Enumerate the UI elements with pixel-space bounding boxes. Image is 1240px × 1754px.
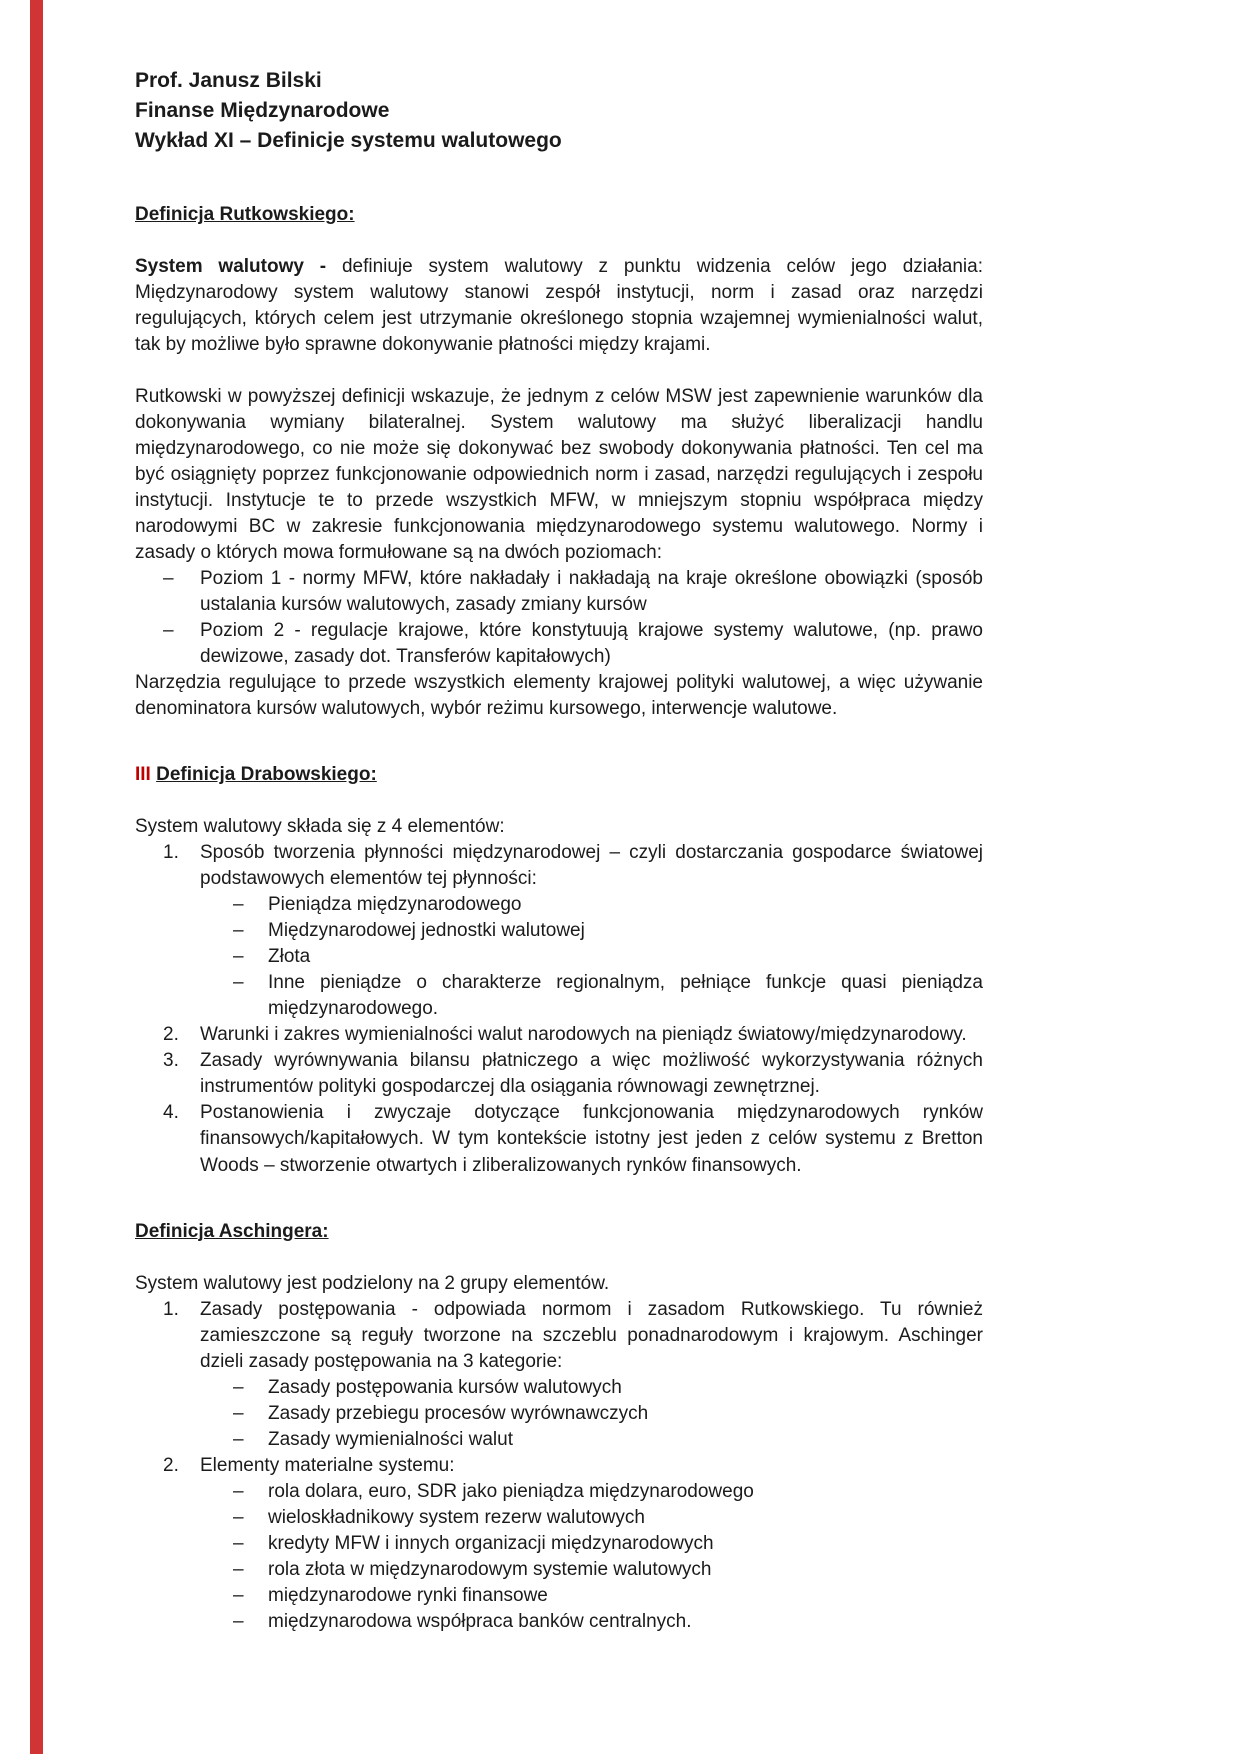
course-line: Finanse Międzynarodowe	[135, 99, 390, 122]
numbered-item-row	[135, 1453, 983, 1479]
sub-list-item	[135, 1609, 983, 1635]
list-item-text: Zasady postępowania - odpowiada normom i zasadom Rutkowskiego. Tu również zamieszczone są reguły tworzone na szczeblu ponadnarodowym i krajowym. Aschinger dzieli zasady postępowania na 3 kategorie:	[200, 1298, 983, 1372]
sub-item-text: kredyty MFW i innych organizacji międzynarodowych	[268, 1532, 714, 1554]
section-heading-aschinger	[135, 1219, 983, 1245]
sub-list-item	[135, 1531, 983, 1557]
list-item-text: Poziom 1 - normy MFW, które nakładały i nakładają na kraje określone obowiązki (sposób ustalania kursów walutowych, zasady zmiany kursów	[200, 568, 983, 616]
dash-marker: –	[233, 1584, 244, 1606]
sub-item-text: rola złota w międzynarodowym systemie walutowych	[268, 1558, 712, 1580]
sub-list-item	[135, 892, 983, 918]
sub-list-item	[135, 1583, 983, 1609]
document-content	[135, 66, 983, 1635]
sub-list-item	[135, 1427, 983, 1453]
sub-item-text: rola dolara, euro, SDR jako pieniądza międzynarodowego	[268, 1480, 754, 1502]
sub-list-item	[135, 944, 983, 970]
list-item-text: Poziom 2 - regulacje krajowe, które konstytuują krajowe systemy walutowe, (np. prawo dewizowe, zasady dot. Transferów kapitałowych)	[200, 620, 983, 668]
dash-marker: –	[233, 972, 244, 994]
aschinger-intro: System walutowy jest podzielony na 2 grupy elementów.	[135, 1272, 610, 1294]
sub-item-text: Zasady wymienialności walut	[268, 1428, 513, 1450]
list-item	[135, 1022, 983, 1048]
dash-marker: –	[233, 1558, 244, 1580]
list-item-text: Zasady wyrównywania bilansu płatniczego a więc możliwość wykorzystywania różnych instrumentów polityki gospodarczej dla osiągania równowagi zewnętrznej.	[200, 1050, 983, 1098]
list-item-text: Elementy materialne systemu:	[200, 1454, 455, 1476]
rutkowski-definition-paragraph	[135, 254, 983, 358]
drabowski-intro: System walutowy składa się z 4 elementów:	[135, 816, 505, 838]
aschinger-heading-text: Definicja Aschingera:	[135, 1220, 329, 1242]
list-item	[135, 1100, 983, 1178]
list-item	[135, 1453, 983, 1635]
sub-item-text: Pieniądza międzynarodowego	[268, 894, 522, 916]
sub-item-text: międzynarodowa współpraca banków centralnych.	[268, 1610, 692, 1632]
numbered-item-row	[135, 1297, 983, 1375]
lecture-title: Wykład XI – Definicje systemu walutowego	[135, 129, 562, 152]
number-marker: 2.	[163, 1454, 179, 1476]
sub-list-item	[135, 1505, 983, 1531]
numbered-item-row	[135, 840, 983, 892]
sub-list-item	[135, 1479, 983, 1505]
numbered-item-row	[135, 1022, 983, 1048]
sub-list-item	[135, 1557, 983, 1583]
number-marker: 2.	[163, 1024, 179, 1046]
sub-item-text: międzynarodowe rynki finansowe	[268, 1584, 548, 1606]
dash-marker: –	[233, 1506, 244, 1528]
number-marker: 3.	[163, 1050, 179, 1072]
rutkowski-paragraph-2: Rutkowski w powyższej definicji wskazuje, że jednym z celów MSW jest zapewnienie warunków dla dokonywania wymiany bilateralnej. System walutowy ma służyć liberalizacji handlu międzynarodowego, co nie może się dokonywać bez swobody dokonywania płatności. Ten cel ma być osiągnięty poprzez funkcjonowanie odpowiednich norm i zasad, narzędzi regulujących i zespołu instytucji. Instytucje te to przede wszystkich MFW, w mniejszym stopniu współpraca między narodowymi BC w zakresie funkcjonowania międzynarodowego systemu walutowego. Normy i zasady o których mowa formułowane są na dwóch poziomach:	[135, 386, 983, 564]
dash-marker: –	[233, 920, 244, 942]
poziom-list	[135, 566, 983, 670]
list-item-poziom-1	[135, 566, 983, 618]
list-item-text: Warunki i zakres wymienialności walut narodowych na pieniądz światowy/międzynarodowy.	[200, 1024, 967, 1046]
sub-item-text: Inne pieniądze o charakterze regionalnym, pełniące funkcje quasi pieniądza międzynarodowego.	[268, 972, 983, 1020]
sub-item-text: Międzynarodowej jednostki walutowej	[268, 920, 585, 942]
list-item	[135, 1297, 983, 1453]
sub-list-item	[135, 1375, 983, 1401]
list-item	[135, 1048, 983, 1100]
number-marker: 1.	[163, 842, 179, 864]
dash-marker: –	[233, 1610, 244, 1632]
number-marker: 4.	[163, 1102, 179, 1124]
dash-marker: –	[163, 620, 174, 642]
author-line: Prof. Janusz Bilski	[135, 69, 322, 92]
dash-marker: –	[233, 894, 244, 916]
dash-marker: –	[233, 1532, 244, 1554]
definition-lead-bold: System walutowy -	[135, 256, 327, 278]
drabowski-heading-text: Definicja Drabowskiego:	[156, 764, 377, 786]
sub-item-text: wieloskładnikowy system rezerw walutowych	[268, 1506, 645, 1528]
sub-list-item	[135, 1401, 983, 1427]
section-heading-rutkowski	[135, 202, 983, 228]
list-item-poziom-2	[135, 618, 983, 670]
number-marker: 1.	[163, 1298, 179, 1320]
dash-marker: –	[233, 946, 244, 968]
sub-item-text: Zasady przebiegu procesów wyrównawczych	[268, 1402, 649, 1424]
sub-item-text: Zasady postępowania kursów walutowych	[268, 1376, 622, 1398]
sub-item-text: Złota	[268, 946, 311, 968]
dash-marker: –	[233, 1428, 244, 1450]
numbered-item-row	[135, 1100, 983, 1178]
dash-marker: –	[233, 1480, 244, 1502]
numbered-item-row	[135, 1048, 983, 1100]
red-margin-stripe	[30, 0, 43, 1754]
rutkowski-closing-paragraph: Narzędzia regulujące to przede wszystkich elementy krajowej polityki walutowej, a więc używanie denominatora kursów walutowych, wybór reżimu kursowego, interwencje walutowe.	[135, 672, 983, 720]
definition-body-text: definiuje system walutowy z punktu widzenia celów jego działania: Międzynarodowy system walutowy stanowi zespół instytucji, norm i zasad oraz narzędzi regulujących, których celem jest utrzymanie określonego stopnia wzajemnej wymienialności walut, tak by możliwe było sprawne dokonywanie płatności między krajami.	[135, 256, 983, 356]
sub-list-item	[135, 970, 983, 1022]
document-header	[135, 66, 983, 156]
list-item	[135, 840, 983, 1022]
dash-marker: –	[163, 568, 174, 590]
list-item-text: Postanowienia i zwyczaje dotyczące funkcjonowania międzynarodowych rynków finansowych/kapitałowych. W tym kontekście istotny jest jeden z celów systemu z Bretton Woods – stworzenie otwartych i zliberalizowanych rynków finansowych.	[200, 1102, 983, 1176]
section-heading-drabowski	[135, 762, 983, 788]
dash-marker: –	[233, 1402, 244, 1424]
drabowski-list	[135, 840, 983, 1178]
heading-roman-prefix: III	[135, 764, 151, 786]
sub-list-item	[135, 918, 983, 944]
rutkowski-heading-text: Definicja Rutkowskiego:	[135, 204, 355, 225]
list-item-text: Sposób tworzenia płynności międzynarodowej – czyli dostarczania gospodarce światowej podstawowych elementów tej płynności:	[200, 842, 983, 890]
aschinger-list	[135, 1297, 983, 1635]
dash-marker: –	[233, 1376, 244, 1398]
